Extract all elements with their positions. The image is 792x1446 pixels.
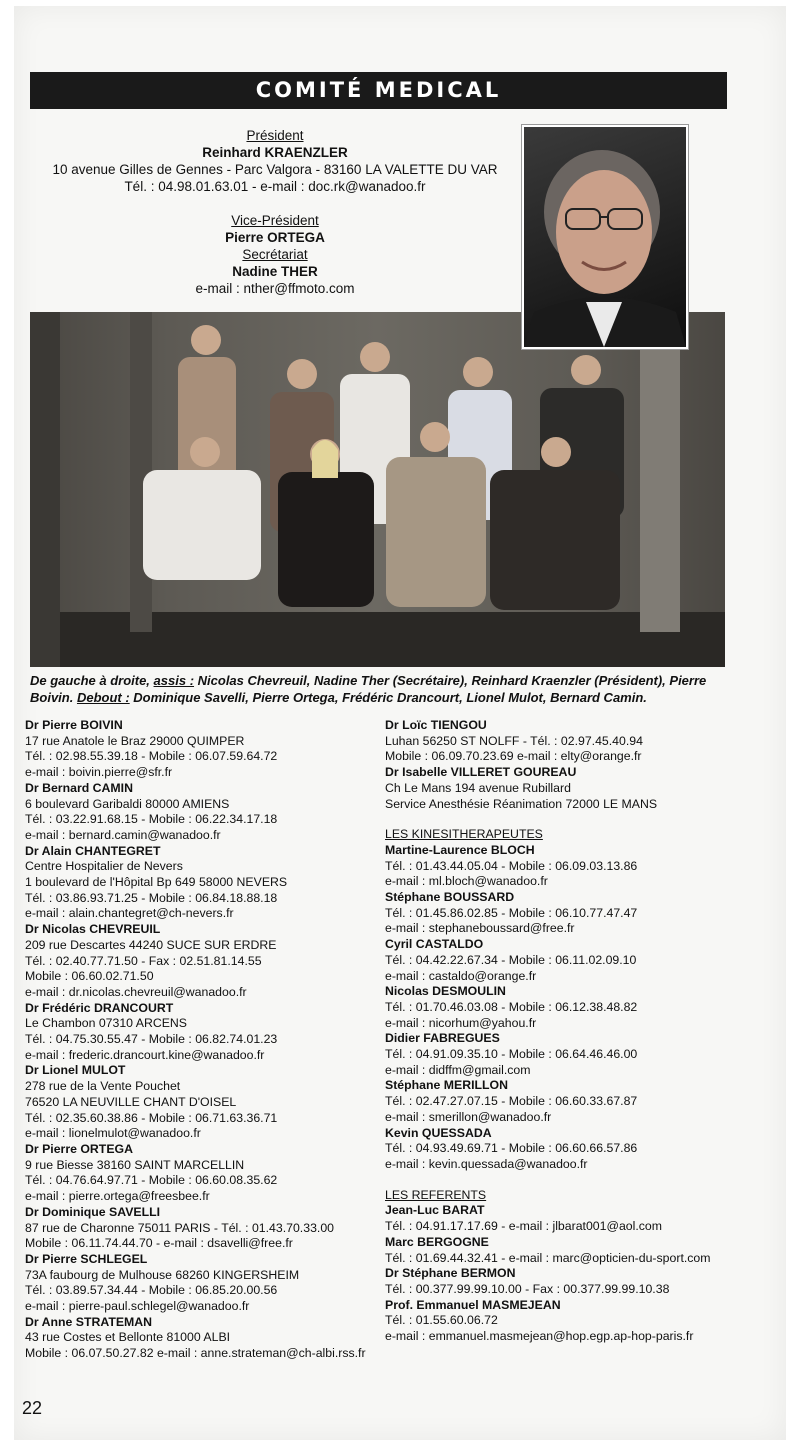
photo-caption: [30, 672, 730, 706]
contact-name: Dr Isabelle VILLERET GOUREAU: [385, 765, 577, 780]
contact-detail: e-mail : boivin.pierre@sfr.fr: [25, 765, 173, 780]
contact-name: Marc BERGOGNE: [385, 1234, 489, 1249]
contact-name: Kevin QUESSADA: [385, 1125, 492, 1140]
contact-detail: Tél. : 02.98.55.39.18 - Mobile : 06.07.59.64.72: [25, 749, 278, 764]
contact-entry: [25, 718, 366, 781]
contact-detail: Tél. : 01.69.44.32.41 - e-mail : marc@opticien-du-sport.com: [385, 1250, 711, 1265]
kine-list: [385, 843, 711, 1173]
contact-detail: e-mail : ml.bloch@wanadoo.fr: [385, 874, 548, 889]
caption-seated-label: assis :: [153, 673, 195, 688]
contact-detail: Tél. : 04.42.22.67.34 - Mobile : 06.11.02.09.10: [385, 952, 637, 967]
group-photo-illustration: [30, 312, 725, 667]
contact-name: Dr Anne STRATEMAN: [25, 1314, 153, 1329]
contact-detail: e-mail : frederic.drancourt.kine@wanadoo.fr: [25, 1047, 265, 1062]
contact-detail: 1 boulevard de l'Hôpital Bp 649 58000 NEVERS: [25, 875, 288, 890]
contact-detail: 209 rue Descartes 44240 SUCE SUR ERDRE: [25, 937, 277, 952]
secretariat-email: e-mail : nther@ffmoto.com: [195, 281, 355, 296]
contact-detail: e-mail : nicorhum@yahou.fr: [385, 1015, 537, 1030]
contact-entry: [385, 1235, 711, 1266]
contact-name: Martine-Laurence BLOCH: [385, 842, 535, 857]
caption-intro: De gauche à droite,: [30, 673, 154, 688]
contact-entry: [25, 1063, 366, 1142]
contact-detail: Tél. : 02.47.27.07.15 - Mobile : 06.60.33.67.87: [385, 1094, 638, 1109]
contact-name: Dr Pierre SCHLEGEL: [25, 1251, 148, 1266]
contact-name: Dr Nicolas CHEVREUIL: [25, 922, 161, 937]
contact-name: Dr Pierre BOIVIN: [25, 718, 123, 732]
contact-detail: Le Chambon 07310 ARCENS: [25, 1016, 188, 1031]
contact-name: Dr Alain CHANTEGRET: [25, 843, 161, 858]
contact-detail: Tél. : 03.86.93.71.25 - Mobile : 06.84.18.88.18: [25, 890, 278, 905]
contact-entry: [385, 984, 711, 1031]
contact-entry: [385, 1126, 711, 1173]
contact-detail: 76520 LA NEUVILLE CHANT D'OISEL: [25, 1094, 237, 1109]
contact-detail: e-mail : didffm@gmail.com: [385, 1062, 531, 1077]
contact-detail: 278 rue de la Vente Pouchet: [25, 1079, 181, 1094]
contact-detail: e-mail : alain.chantegret@ch-nevers.fr: [25, 906, 234, 921]
contact-name: Didier FABREGUES: [385, 1031, 500, 1046]
contact-detail: Tél. : 03.22.91.68.15 - Mobile : 06.22.34.17.18: [25, 812, 278, 827]
contact-detail: Mobile : 06.07.50.27.82 e-mail : anne.strateman@ch-albi.rss.fr: [25, 1346, 366, 1361]
contact-entry: [385, 1031, 711, 1078]
contact-entry: [25, 1252, 366, 1315]
contact-detail: Tél. : 04.91.17.17.69 - e-mail : jlbarat001@aol.com: [385, 1219, 663, 1234]
contact-detail: e-mail : stephaneboussard@free.fr: [385, 921, 575, 936]
section-title: COMITÉ MEDICAL: [30, 72, 727, 109]
right-column: [385, 718, 711, 1345]
contact-entry: [25, 1205, 366, 1252]
contact-entry: [25, 1142, 366, 1205]
officers-block: [40, 212, 510, 297]
contact-name: Stéphane MERILLON: [385, 1078, 508, 1093]
contact-detail: 87 rue de Charonne 75011 PARIS - Tél. : 01.43.70.33.00: [25, 1220, 335, 1235]
contact-detail: e-mail : bernard.camin@wanadoo.fr: [25, 827, 221, 842]
contact-detail: 9 rue Biesse 38160 SAINT MARCELLIN: [25, 1157, 245, 1172]
contact-entry: [385, 843, 711, 890]
contact-entry: [25, 1315, 366, 1362]
contact-detail: e-mail : castaldo@orange.fr: [385, 968, 537, 983]
contact-name: Cyril CASTALDO: [385, 937, 484, 952]
vice-president-name: Pierre ORTEGA: [225, 230, 325, 245]
contact-detail: e-mail : lionelmulot@wanadoo.fr: [25, 1126, 201, 1141]
contact-name: Nicolas DESMOULIN: [385, 984, 506, 999]
contact-entry: [385, 1203, 711, 1234]
contact-name: Stéphane BOUSSARD: [385, 890, 515, 905]
contact-detail: e-mail : kevin.quessada@wanadoo.fr: [385, 1156, 588, 1171]
contact-detail: e-mail : emmanuel.masmejean@hop.egp.ap-hop-paris.fr: [385, 1329, 694, 1344]
contact-detail: e-mail : smerillon@wanadoo.fr: [385, 1109, 552, 1124]
contact-detail: Tél. : 01.55.60.06.72: [385, 1313, 498, 1328]
contact-detail: Tél. : 02.40.77.71.50 - Fax : 02.51.81.14.55: [25, 953, 262, 968]
contact-detail: e-mail : dr.nicolas.chevreuil@wanadoo.fr: [25, 984, 247, 999]
contact-detail: e-mail : pierre-paul.schlegel@wanadoo.fr: [25, 1299, 250, 1314]
contact-detail: 73A faubourg de Mulhouse 68260 KINGERSHEIM: [25, 1267, 300, 1282]
contact-name: Dr Pierre ORTEGA: [25, 1141, 133, 1156]
contact-name: Dr Loïc TIENGOU: [385, 718, 487, 732]
secretariat-name: Nadine THER: [232, 264, 318, 279]
contact-entry: [25, 781, 366, 844]
contact-detail: e-mail : pierre.ortega@freesbee.fr: [25, 1189, 210, 1204]
contact-detail: Luhan 56250 ST NOLFF - Tél. : 02.97.45.40.94: [385, 733, 643, 748]
contact-detail: Tél. : 01.70.46.03.08 - Mobile : 06.12.38.48.82: [385, 999, 638, 1014]
president-name: Reinhard KRAENZLER: [202, 145, 348, 160]
contact-detail: 43 rue Costes et Bellonte 81000 ALBI: [25, 1330, 231, 1345]
contact-name: Prof. Emmanuel MASMEJEAN: [385, 1297, 561, 1312]
contact-detail: Tél. : 01.43.44.05.04 - Mobile : 06.09.03.13.86: [385, 858, 638, 873]
contact-name: Dr Bernard CAMIN: [25, 780, 133, 795]
contact-detail: Tél. : 04.75.30.55.47 - Mobile : 06.82.74.01.23: [25, 1032, 278, 1047]
president-role: Président: [246, 128, 304, 143]
contact-entry: [385, 937, 711, 984]
president-address: 10 avenue Gilles de Gennes - Parc Valgora - 83160 LA VALETTE DU VAR: [52, 162, 498, 177]
caption-standing: Dominique Savelli, Pierre Ortega, Frédéric Drancourt, Lionel Mulot, Bernard Camin.: [129, 690, 647, 705]
contact-detail: Tél. : 04.76.64.97.71 - Mobile : 06.60.08.35.62: [25, 1173, 278, 1188]
contact-detail: Tél. : 00.377.99.99.10.00 - Fax : 00.377.99.99.10.38: [385, 1281, 670, 1296]
contact-entry: [385, 1298, 711, 1345]
contact-detail: Tél. : 03.89.57.34.44 - Mobile : 06.85.20.00.56: [25, 1283, 278, 1298]
referents-list: [385, 1203, 711, 1344]
contact-detail: Tél. : 04.93.49.69.71 - Mobile : 06.60.66.57.86: [385, 1141, 638, 1156]
secretariat-role: Secrétariat: [242, 247, 308, 262]
contact-name: Dr Stéphane BERMON: [385, 1266, 516, 1281]
contact-entry: [385, 1078, 711, 1125]
contact-name: Dr Dominique SAVELLI: [25, 1204, 161, 1219]
contact-entry: [385, 718, 711, 765]
referents-section-title: LES REFERENTS: [385, 1187, 487, 1202]
contact-entry: [385, 1266, 711, 1297]
contact-entry: [25, 844, 366, 923]
caption-seated: Nicolas Chevreuil, Nadine Ther (Secrétaire), Reinhard Kraenzler (Président), Pierre Boivin.: [30, 673, 707, 705]
contact-detail: Service Anesthésie Réanimation 72000 LE MANS: [385, 796, 658, 811]
contact-detail: Mobile : 06.09.70.23.69 e-mail : elty@orange.fr: [385, 749, 642, 764]
portrait-illustration: [524, 127, 686, 347]
contact-entry: [385, 890, 711, 937]
president-contact: Tél. : 04.98.01.63.01 - e-mail : doc.rk@wanadoo.fr: [124, 179, 426, 194]
contact-name: Dr Frédéric DRANCOURT: [25, 1000, 174, 1015]
doctors-left-column: [25, 718, 366, 1362]
contact-entry: [385, 765, 711, 812]
contact-detail: Tél. : 04.91.09.35.10 - Mobile : 06.64.46.46.00: [385, 1047, 638, 1062]
contact-detail: Mobile : 06.60.02.71.50: [25, 969, 154, 984]
president-portrait: [522, 125, 688, 349]
contact-detail: Tél. : 01.45.86.02.85 - Mobile : 06.10.77.47.47: [385, 905, 638, 920]
contact-detail: 17 rue Anatole le Braz 29000 QUIMPER: [25, 733, 245, 748]
contact-detail: Mobile : 06.11.74.44.70 - e-mail : dsavelli@free.fr: [25, 1236, 293, 1251]
contact-name: Jean-Luc BARAT: [385, 1203, 485, 1218]
president-block: [40, 127, 510, 195]
contact-entry: [25, 1001, 366, 1064]
contact-detail: 6 boulevard Garibaldi 80000 AMIENS: [25, 796, 230, 811]
group-photo: [30, 312, 725, 667]
contact-entry: [25, 922, 366, 1001]
contact-detail: Tél. : 02.35.60.38.86 - Mobile : 06.71.63.36.71: [25, 1110, 278, 1125]
contact-detail: Ch Le Mans 194 avenue Rubillard: [385, 780, 571, 795]
contact-name: Dr Lionel MULOT: [25, 1063, 126, 1078]
vice-president-role: Vice-Président: [231, 213, 319, 228]
page-number: 22: [22, 1398, 43, 1418]
caption-standing-label: Debout :: [76, 690, 130, 705]
kine-section-title: LES KINESITHERAPEUTES: [385, 827, 543, 842]
contact-detail: Centre Hospitalier de Nevers: [25, 859, 183, 874]
doctors-right-list: [385, 718, 711, 812]
